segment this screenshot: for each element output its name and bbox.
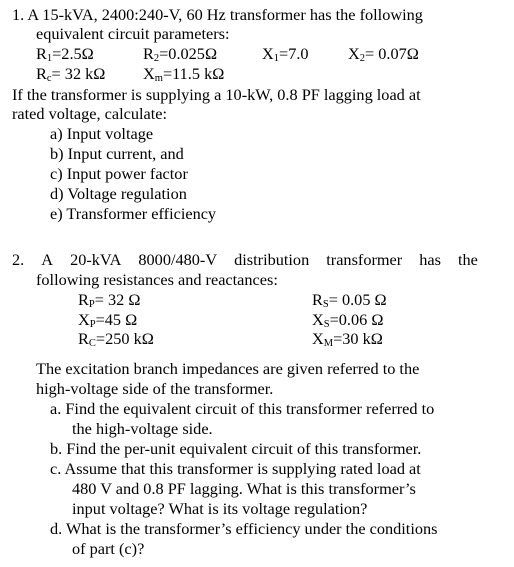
list-item: d) Voltage regulation bbox=[50, 184, 187, 203]
problem-2-excitation: The excitation branch impedances are given referred to the bbox=[36, 359, 420, 378]
list-item-cont: input voltage? What is its voltage regulation? bbox=[72, 499, 368, 518]
param-xs: $X_S=0.06$ Ω bbox=[312, 310, 384, 330]
param-xm: $X_m=11.5$ kΩ bbox=[143, 64, 225, 84]
problem-2-title-cont: following resistances and reactances: bbox=[36, 270, 278, 289]
param-rp: $R_P= 32$ Ω bbox=[78, 290, 141, 310]
param-x2: $X_2= 0.07\Omega$ bbox=[348, 44, 419, 64]
param-x1: $X_1=7.0$ bbox=[262, 44, 309, 64]
list-item: b. Find the per-unit equivalent circuit of this transformer. bbox=[50, 439, 422, 458]
list-item-cont: 480 V and 0.8 PF lagging. What is this transformer’s bbox=[72, 479, 416, 498]
list-item: b) Input current, and bbox=[50, 144, 184, 163]
problem-2-title: 2. A 20-kVA 8000/480-V distribution transformer has the bbox=[12, 250, 478, 269]
param-rc2: $R_C=250$ kΩ bbox=[78, 329, 154, 349]
list-item: d. What is the transformer’s efficiency under the conditions bbox=[50, 519, 438, 538]
list-item-cont: the high-voltage side. bbox=[72, 419, 213, 438]
param-rc: $R_c= 32$ kΩ bbox=[36, 64, 106, 84]
problem-1-statement-cont: rated voltage, calculate: bbox=[12, 104, 168, 123]
param-r1: $R_1=2.5\Omega$ bbox=[36, 44, 94, 64]
list-item: c. Assume that this transformer is supplying rated load at bbox=[50, 459, 421, 478]
problem-1-title-cont: equivalent circuit parameters: bbox=[36, 24, 230, 43]
param-xm2: $X_M=30$ kΩ bbox=[312, 329, 383, 349]
list-item: a. Find the equivalent circuit of this transformer referred to bbox=[50, 399, 435, 418]
list-item-cont: of part (c)? bbox=[72, 539, 145, 558]
list-item: a) Input voltage bbox=[50, 124, 154, 143]
problem-1-title: 1. A 15-kVA, 2400:240-V, 60 Hz transformer has the following bbox=[12, 5, 423, 24]
problem-1-statement: If the transformer is supplying a 10-kW, 0.8 PF lagging load at bbox=[12, 85, 421, 104]
param-rs: $R_S= 0.05$ Ω bbox=[312, 290, 387, 310]
problem-2-excitation-cont: high-voltage side of the transformer. bbox=[36, 379, 274, 398]
list-item: e) Transformer efficiency bbox=[50, 204, 217, 223]
param-xp: $X_P=45$ Ω bbox=[78, 310, 138, 330]
param-r2: $R_2=0.025\Omega$ bbox=[143, 44, 218, 64]
list-item: c) Input power factor bbox=[50, 164, 188, 183]
